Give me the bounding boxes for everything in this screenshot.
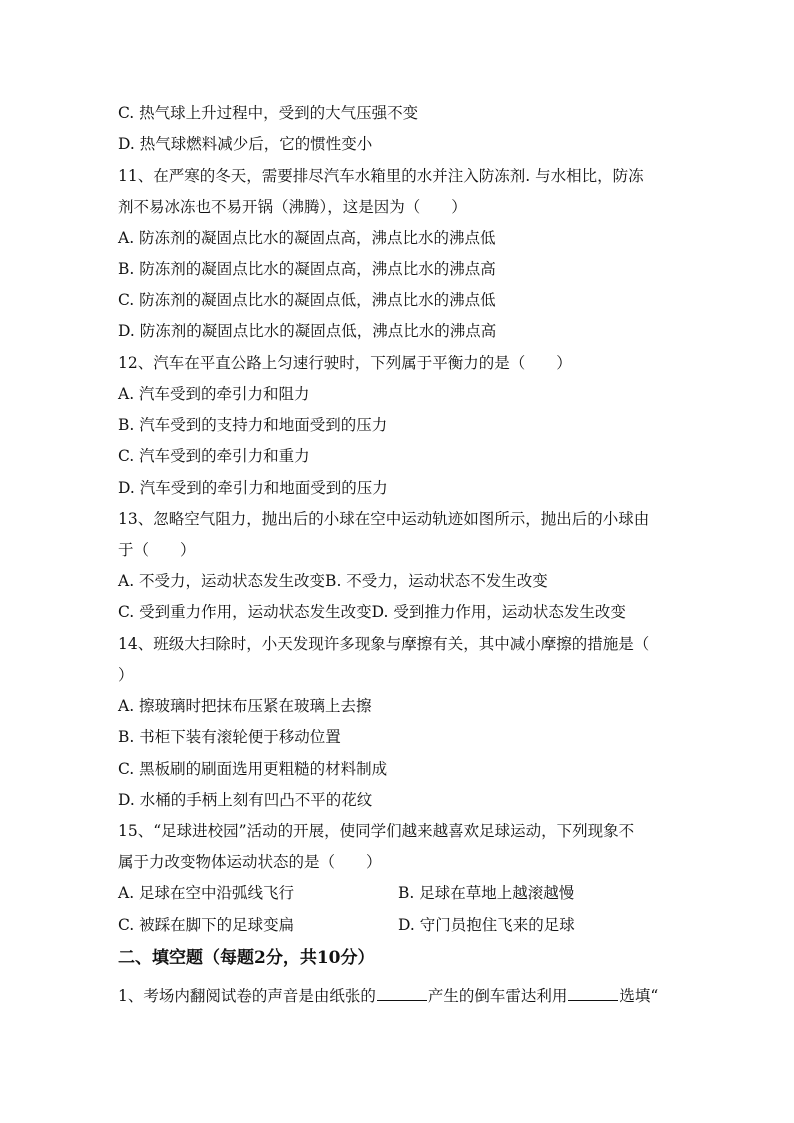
q14-option-d: D. 水桶的手柄上刻有凹凸不平的花纹 [118, 791, 373, 809]
fill1-text-part1: 1、考场内翻阅试卷的声音是由纸张的 [118, 987, 376, 1005]
fill1-text-part2: 产生的倒车雷达利用 [427, 987, 568, 1005]
q11-option-a: A. 防冻剂的凝固点比水的凝固点高，沸点比水的沸点低 [118, 229, 496, 247]
q11-stem-line2: 剂不易冰冻也不易开锅（沸腾），这是因为（ ） [118, 198, 467, 216]
fill1-blank-2 [568, 999, 618, 1001]
q13-options-ab: A. 不受力，运动状态发生改变B. 不受力，运动状态不发生改变 [118, 572, 548, 590]
q11-option-d: D. 防冻剂的凝固点比水的凝固点低，沸点比水的沸点高 [118, 322, 497, 340]
q12-option-c: C. 汽车受到的牵引力和重力 [118, 447, 310, 465]
q13-stem-line2: 于（ ） [118, 541, 196, 559]
q14-option-c: C. 黑板刷的刷面选用更粗糙的材料制成 [118, 760, 388, 778]
q12-option-d: D. 汽车受到的牵引力和地面受到的压力 [118, 479, 388, 497]
q13-options-cd: C. 受到重力作用，运动状态发生改变D. 受到推力作用，运动状态发生改变 [118, 603, 626, 621]
fill-question-1 [118, 986, 658, 1006]
q12-option-a: A. 汽车受到的牵引力和阻力 [118, 385, 310, 403]
q15-stem-line1: 15、“足球进校园”活动的开展，使同学们越来越喜欢足球运动，下列现象不 [118, 822, 635, 840]
q11-option-b: B. 防冻剂的凝固点比水的凝固点高，沸点比水的沸点高 [118, 260, 496, 278]
fill1-text-part3: 选填“ [619, 987, 659, 1005]
q14-stem-line1: 14、班级大扫除时，小天发现许多现象与摩擦有关，其中减小摩擦的措施是（ [118, 635, 650, 653]
q15-option-b: B. 足球在草地上越滚越慢 [398, 884, 575, 902]
q11-option-c: C. 防冻剂的凝固点比水的凝固点低，沸点比水的沸点低 [118, 291, 496, 309]
q10-option-c: C. 热气球上升过程中，受到的大气压强不变 [118, 104, 419, 122]
q10-option-d: D. 热气球燃料减少后，它的惯性变小 [118, 135, 373, 153]
q13-stem-line1: 13、忽略空气阻力，抛出后的小球在空中运动轨迹如图所示，抛出后的小球由 [118, 510, 650, 528]
q12-stem: 12、汽车在平直公路上匀速行驶时，下列属于平衡力的是（ ） [118, 354, 572, 372]
q15-stem-line2: 属于力改变物体运动状态的是（ ） [118, 853, 382, 871]
q14-option-a: A. 擦玻璃时把抹布压紧在玻璃上去擦 [118, 697, 372, 715]
fill1-blank-1 [377, 999, 427, 1001]
q15-option-c: C. 被踩在脚下的足球变扁 [118, 916, 295, 934]
q12-option-b: B. 汽车受到的支持力和地面受到的压力 [118, 416, 388, 434]
q14-stem-line2: ） [118, 666, 134, 684]
q15-option-d: D. 守门员抱住飞来的足球 [398, 916, 575, 934]
section2-heading: 二、填空题（每题2分，共10分） [118, 948, 375, 968]
q14-option-b: B. 书柜下装有滚轮便于移动位置 [118, 728, 341, 746]
q11-stem-line1: 11、在严寒的冬天，需要排尽汽车水箱里的水并注入防冻剂. 与水相比，防冻 [118, 167, 644, 185]
q15-option-a: A. 足球在空中沿弧线飞行 [118, 884, 295, 902]
